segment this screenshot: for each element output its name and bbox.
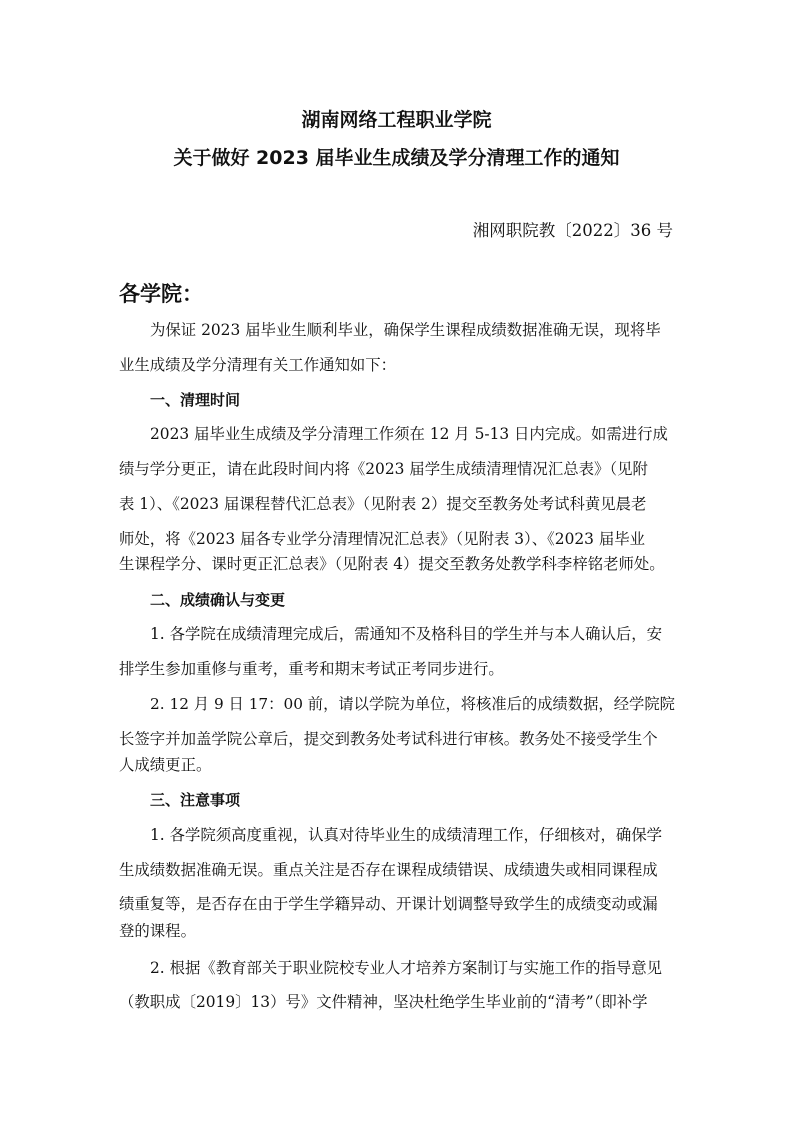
paragraph-line: 绩与学分更正，请在此段时间内将《2023 届学生成绩清理情况汇总表》（见附 <box>119 460 648 478</box>
paragraph-line: 2. 根据《教育部关于职业院校专业人才培养方案制订与实施工作的指导意见 <box>150 959 663 977</box>
paragraph-line: 长签字并加盖学院公章后，提交到教务处考试科进行审核。教务处不接受学生个 <box>119 730 658 748</box>
section-heading: 二、成绩确认与变更 <box>150 591 286 609</box>
paragraph-line: 绩重复等，是否存在由于学生学籍异动、开课计划调整导致学生的成绩变动或漏 <box>119 895 658 913</box>
document-number: 湘网职院教〔2022〕36 号 <box>472 221 673 240</box>
paragraph-line: 2023 届毕业生成绩及学分清理工作须在 12 月 5-13 日内完成。如需进行成 <box>150 425 668 443</box>
paragraph-line: 登的课程。 <box>119 922 196 940</box>
section-heading: 三、注意事项 <box>150 791 241 809</box>
document-title-line2: 关于做好 2023 届毕业生成绩及学分清理工作的通知 <box>173 147 620 169</box>
section-heading: 一、清理时间 <box>150 391 241 409</box>
paragraph-line: 人成绩更正。 <box>119 756 212 774</box>
paragraph-line: 生课程学分、课时更正汇总表》（见附表 4）提交至教务处教学科李梓铭老师处。 <box>119 555 665 573</box>
paragraph-line: 生成绩数据准确无误。重点关注是否存在课程成绩错误、成绩遗失或相同课程成 <box>119 861 658 879</box>
document-title-line1: 湖南网络工程职业学院 <box>301 109 492 131</box>
paragraph-line: 表 1）、《2023 届课程替代汇总表》（见附表 2）提交至教务处考试科黄见晨老 <box>119 495 647 513</box>
paragraph-line: 1. 各学院在成绩清理完成后，需通知不及格科目的学生并与本人确认后，安 <box>150 625 663 643</box>
paragraph-line: （教职成〔2019〕13）号》文件精神，坚决杜绝学生毕业前的“清考”（即补学 <box>119 993 648 1011</box>
paragraph-line: 1. 各学院须高度重视，认真对待毕业生的成绩清理工作，仔细核对，确保学 <box>150 826 663 844</box>
paragraph-line: 为保证 2023 届毕业生顺利毕业，确保学生课程成绩数据准确无误，现将毕 <box>150 321 661 339</box>
paragraph-line: 师处，将《2023 届各专业学分清理情况汇总表》（见附表 3）、《2023 届毕业 <box>119 530 646 548</box>
paragraph-line: 2. 12 月 9 日 17：00 前，请以学院为单位，将核准后的成绩数据，经学院院 <box>150 695 675 713</box>
salutation: 各学院： <box>119 282 203 306</box>
paragraph-line: 业生成绩及学分清理有关工作通知如下： <box>119 356 397 374</box>
paragraph-line: 排学生参加重修与重考，重考和期末考试正考同步进行。 <box>119 660 504 678</box>
